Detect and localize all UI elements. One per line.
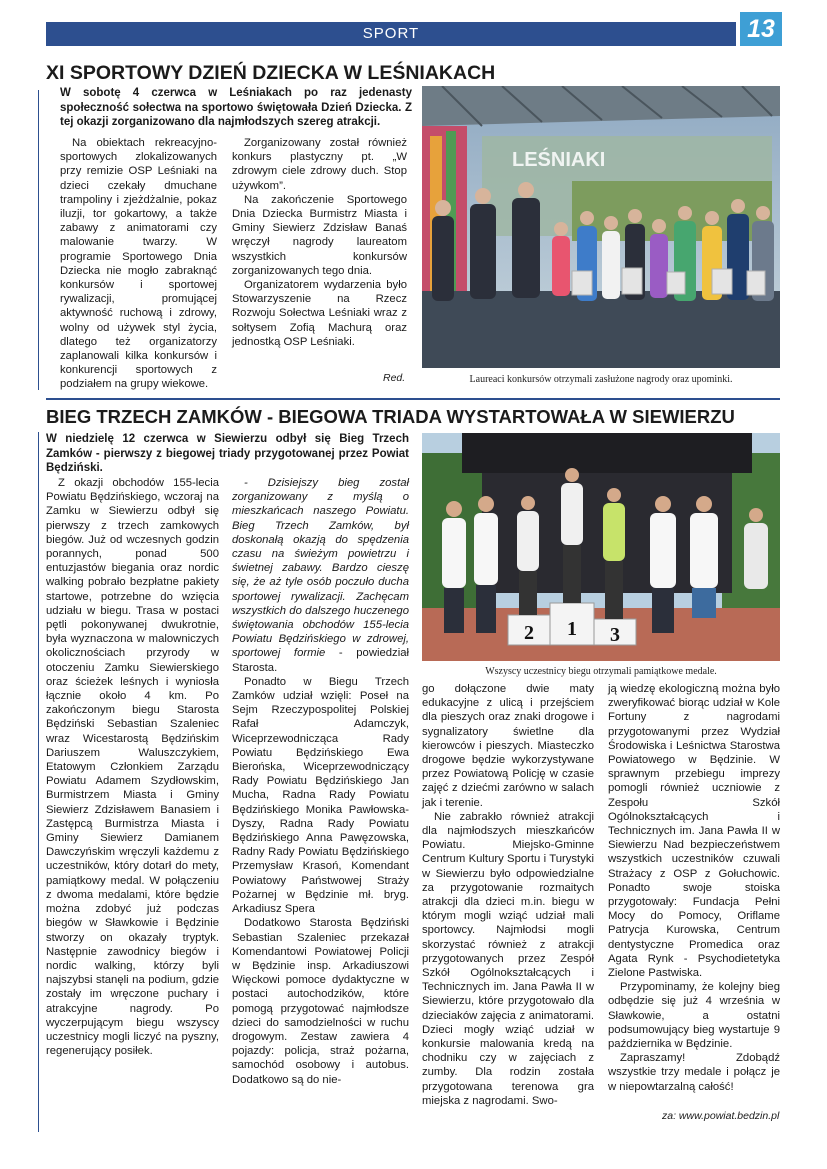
podium-number: 2 — [524, 622, 534, 644]
article2-col3 — [422, 682, 594, 1108]
section-label: SPORT — [362, 25, 420, 42]
article2-title: BIEG TRZECH ZAMKÓW - BIEGOWA TRIADA WYSTARTOWAŁA W SIEWIERZU — [46, 406, 735, 427]
laureates-caption: Laureaci konkursów otrzymali zasłużone nagrody oraz upominki. — [469, 374, 733, 385]
podium-number: 1 — [567, 618, 577, 640]
laureates-photo — [422, 86, 780, 368]
paragraph: Dodatkowo Starosta Będziński Sebastian Szaleniec przekazał Komendantowi Powiatowej Policji w Będzinie insp. Arkadiuszowi Więckowi pomoce dydaktyczne w postaci autochodzików, które pomogą przygotować najmłodsze dzieci do samodzielności w ruchu drogowym. Zestaw zawiera 4 pojazdy: policja, straż pożarna, samochód osobowy i autobus. Dodatkowo są do nie- — [232, 917, 409, 1086]
article1-lead: W sobotę 4 czerwca w Leśniakach po raz jedenasty społeczność sołectwa na sportowo świętowała Dzień Dziecka. Z tej okazji zorganizowano dla najmłodszych szereg atrakcji. — [60, 87, 412, 128]
paragraph: Zorganizowany został również konkurs plastyczny pt. „W zdrowym ciele zdrowy duch. Stop używkom”. — [232, 137, 407, 192]
article1-col1 — [60, 136, 217, 392]
article2-col2 — [232, 476, 409, 1087]
quote-attribution: - powiedział Starosta. — [232, 647, 410, 674]
section-divider — [46, 398, 780, 400]
paragraph: Na zakończenie Sportowego Dnia Dziecka Burmistrz Miasta i Gminy Siewierz Zdzisław Banaś wręczył nagrody laureatom wszystkich konkursów zorganizowanych tego dnia. — [232, 193, 407, 277]
paragraph: Ponadto w Biegu Trzech Zamków udział wzięli: Poseł na Sejm Rzeczypospolitej Polskiej Rafał Adamczyk, Wiceprzewodnicząca Rady Powiatu Będzińskiego Ewa Bierońska, Wiceprzewodniczący Rady Powiatu Będzińskiego Jan Mucha, Radna Rady Powiatu Będzińskiego Monika Pawłowska-Dyszy, Radna Rady Powiatu Będzińskiego Anna Pawęzowska, Radny Rady Powiatu Będzińskiego Przemysław Krasoń, Komendant Powiatowy Państwowej Straży Pożarnej w Będzinie mł. bryg. Arkadiusz Spera — [232, 675, 409, 916]
podium-number: 3 — [610, 624, 620, 646]
column-rule — [38, 90, 39, 390]
paragraph: Zapraszamy! Zdobądź wszystkie trzy medale i połącz je w niepowtarzalną całość! — [608, 1052, 780, 1093]
podium-photo — [422, 433, 780, 661]
article2-col4 — [608, 682, 780, 1094]
paragraph: Nie zabrakło również atrakcji dla najmłodszych mieszkańców Powiatu. Miejsko-Gminne Centrum Kultury Sportu i Turystyki w Siewierzu było odpowiedzialne za przygotowanie rozmaitych atrakcji dla dzieci m.in. biegu w którym mogli wziąć udział mali sportowcy. Najmłodsi mogli skorzystać również z atrakcji przygotowanych przez Zespół Szkół Ogólnokształcących i Technicznych im. Jana Pawła II w Siewierzu, które przygotowało dla dzieciaków zajęcia z animatorami. Dzieci mogły wziąć udział w konkursie malowania kredą na chodniku czy w zajęciach z zumby. Dla rodzin została przygotowana terenowa gra miejska z nagrodami. Swo- — [422, 810, 594, 1107]
article1-signature: Red. — [383, 372, 406, 384]
paragraph: Na obiektach rekreacyjno-sportowych zlokalizowanych przy remizie OSP Leśniaki na dzieci czekały dmuchane trampoliny i zjeżdżalnie, pokaz iluzji, tor gokartowy, a także zabawy z animatorami czy malowanie twarzy. W programie Sportowego Dnia Dziecka nie mogło zabraknąć konkursów i sportowej rywalizacji, promującej aktywność ruchową i zdrowy, wolny od używek styl życia, dlatego też organizatorzy zaplanowali kilka konkursów i konkurencji sportowych z podziałem na grupy wiekowe. — [60, 137, 217, 391]
article2-col1 — [46, 476, 219, 1058]
paragraph: Przypominamy, że kolejny bieg odbędzie się już 4 września w Sławkowie, a ostatni podsumowujący bieg wystartuje 9 października w Będzinie. — [608, 981, 780, 1051]
paragraph: ją wiedzę ekologiczną można było zweryfikować biorąc udział w Kole Fortuny z nagrodami przygotowanymi przez Wydział Środowiska i Leśnictwa Starostwa Powiatowego w Będzinie. W sprawnym przebiegu imprezy pomogli również uczniowie z Zespołu Szkół Ogólnokształcących i Technicznych im. Jana Pawła II w Siewierzu Nad bezpieczeństwem wszystkich uczestników czuwali Strażacy z OSP z Gołuchowic. Ponadto swoje stoiska przygotowały: Fundacja Pełni Mocy do Pomocy, Oriflame Patrycja Kurowska, Centrum dentystyczne Promedica oraz Agata Rynk - Psychodietetyka Zielone Pastwiska. — [608, 683, 780, 980]
article1-title: XI SPORTOWY DZIEŃ DZIECKA W LEŚNIAKACH — [46, 62, 496, 84]
podium-photo-image — [422, 433, 780, 661]
podium-caption: Wszyscy uczestnicy biegu otrzymali pamiątkowe medale. — [485, 666, 717, 677]
paragraph: go dołączone dwie maty edukacyjne z ulicą i przejściem dla pieszych oraz znaki drogowe i sygnalizatory świetlne dla kierowców i pieszych. Miasteczko drogowe będzie wykorzystywane przez Powiatową Policję w czasie zajęć z dziećmi zarówno w salach jak i terenie. — [422, 683, 594, 809]
paragraph: Z okazji obchodów 155-lecia Powiatu Będzińskiego, wczoraj na Zamku w Siewierzu odbył się pierwszy z trzech zamkowych biegów. Już od wczesnych godzin porannych, ponad 500 entuzjastów biegania oraz nordic walking pobrało bezpłatne pakiety startowe, potrzebne do wzięcia udziału w biegu. Trasa w postaci pętli pokonywanej dwukrotnie, była wyznaczona w malowniczych okolicznościach przyrody w otoczeniu Zamku Siewierskiego oraz ścieżek leśnych i wyniosła łącznie około 4 km. Po zakończonym biegu Starosta Będziński Sebastian Szaleniec wraz Wicestarostą Będzińskim Dariuszem Waluszczykiem, Etatowym Członkiem Zarządu Powiatu Adamem Szydłowskim, Burmistrzem Miasta i Gminy Siewierz Zdzisławem Banasiem i Zastępcą Burmistrza Miasta i Gminy Siewierz Damianem Dawczyńskim wręczyli każdemu z uczestników, który dotarł do mety, pamiątkowy medal. W połączeniu z dwoma medalami, które będzie można zdobyć już podczas biegów w Sławkowie i Będzinie stworzy on okazały tryptyk. Następnie zawodnicy biegów i nordic walking, którzy byli najszybsi stanęli na podium, gdzie zostały im wręczone puchary i atrakcyjne nagrody. Po wyczerpującym biegu wszyscy uczestnicy mogli liczyć na pyszny, regenerujący posiłek. — [46, 477, 219, 1058]
article2-lead: W niedzielę 12 czerwca w Siewierzu odbył się Bieg Trzech Zamków - pierwszy z biegowej triady przygotowanej przez Powiat Będziński. — [46, 433, 409, 474]
quote-text: - Dzisiejszy bieg został zorganizowany z myślą o mieszkańcach naszego Powiatu. Bieg Trzech Zamków, był doskonałą okazją do spędzenia czasu na świeżym powietrzu i świetnej zabawy. Bardzo cieszę się, że aż tyle osób poczuło ducha sportowej rywalizacji. Zachęcam wszystkich do dalszego huczenego świętowania obchodów 155-lecia Powiatu Będzińskiego w zdrowej, sportowej formie — [232, 477, 409, 660]
paragraph: Organizatorem wydarzenia było Stowarzyszenie na Rzecz Rozwoju Sołectwa Leśniaki wraz z sołtysem Zofią Machurą oraz jednostką OSP Leśniaki. — [232, 279, 407, 348]
photo-banner-text: LEŚNIAKI — [512, 149, 606, 171]
page-number: 13 — [740, 12, 782, 46]
column-rule — [38, 432, 39, 1132]
section-header-bar — [46, 22, 736, 46]
article2-source: za: www.powiat.bedzin.pl — [662, 1110, 780, 1122]
quote-paragraph — [232, 476, 409, 675]
laureates-photo-image — [422, 86, 780, 368]
article1-col2 — [232, 136, 407, 349]
